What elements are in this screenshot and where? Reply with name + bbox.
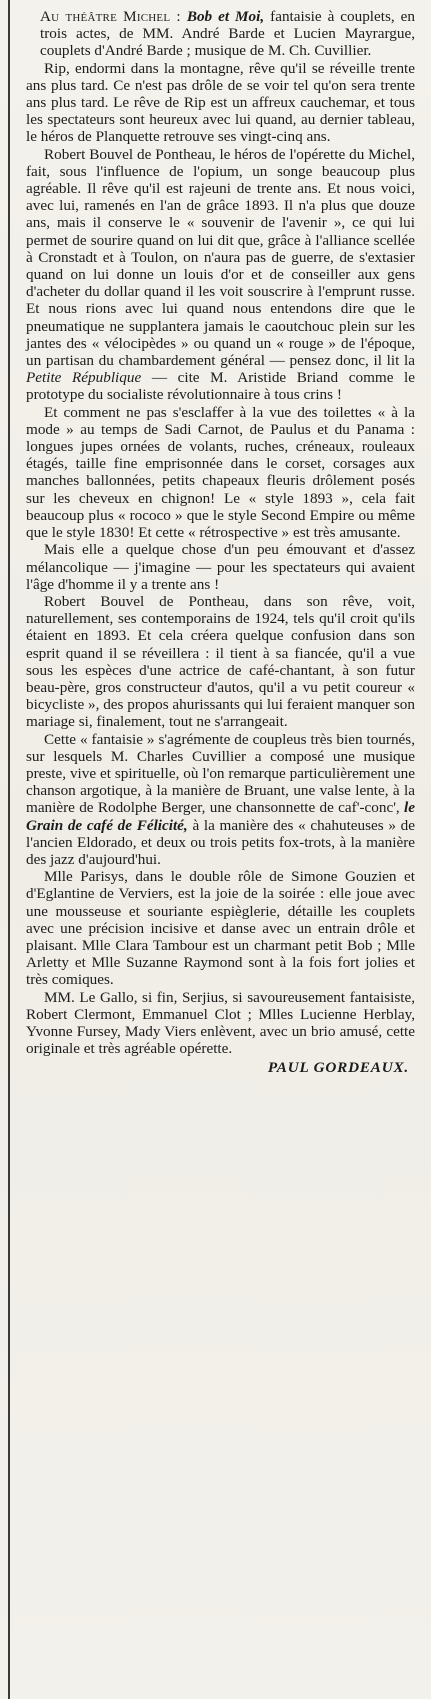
paragraph-music-text-b: à la manière des « chahuteuses » de l'ancien Eldorado, et deux ou trois petits fox-trots, à la manière des jazz d'aujourd'hui. xyxy=(26,816,416,868)
paragraph-contemporaries: Robert Bouvel de Pontheau, dans son rêve, voit, naturellement, ses contemporains de 1924, tels qu'il croit qu'ils étaient en 1893. Et cela créera quelque confusion dans son esprit quand il se réveillera : il tient à sa fiancée, qu'il a vue sous les espèces d'une actrice de café-chantant, à son futur beau-père, gros constructeur d'autos, qu'il a vu petit coureur « bicycliste », des propos ahurissants qui lui feraient manquer son mariage si, finalement, tout ne s'arrangeait. xyxy=(26,592,415,731)
paragraph-plot-text-a: Robert Bouvel de Pontheau, le héros de l'opérette du Michel, fait, sous l'influence de l'opium, un songe beaucoup plus agréable. Il rêve qu'il est rajeuni de trente ans. Et nous voici, avec lui, ramenés en l'an de grâce 1893. Il n'a plus que douze ans, mais il conserve le « souvenir de l'avenir », ce qui lui permet de sourire quand on lui dit que, grâce à l'alliance scellée à Cronstadt et à Toulon, on n'aura pas de guerre, de s'extasier quand on lui donne un louis d'or et de conseiller aux gens d'acheter du dollar quand il les voit souscrire à l'emprunt russe. Et nous rions avec lui quand nous entendons dire que le pneumatique ne supplantera jamais le caoutchouc plein sur les jantes des « vélocipèdes » ou quand un « rouge » de l'époque, un partisan du chambardement général — pensez donc, il lit la xyxy=(26,145,415,370)
column-rule xyxy=(8,0,10,1699)
paragraph-melancholy: Mais elle a quelque chose d'un peu émouvant et d'assez mélancolique — j'imagine — pour les spectateurs qui avaient l'âge d'homme il y a trente ans ! xyxy=(26,541,415,593)
show-title: Bob et Moi, xyxy=(186,8,265,25)
intro-credits: fantaisie à couplets, en trois actes, de MM. André Barde et Lucien Mayrargue, couplets d'André Barde ; musique de M. Ch. Cuvillier. xyxy=(40,8,416,60)
song-title: le Grain de café de Félicité, xyxy=(26,799,416,834)
theatre-review xyxy=(26,8,415,1077)
paragraph-rip: Rip, endormi dans la montagne, rêve qu'il se réveille trente ans plus tard. Ce n'est pas drôle de se voir tel qu'on sera trente ans plus tard. Le rêve de Rip est un affreux cauchemar, et tous les spectateurs sont heureux avec lui quand, au dernier tableau, le héros de Planquette retrouve ses vingt-cinq ans. xyxy=(26,59,415,146)
theatre-venue: Au théâtre Michel : xyxy=(40,8,181,25)
review-intro xyxy=(26,8,415,60)
paragraph-fashion: Et comment ne pas s'esclaffer à la vue des toilettes « à la mode » au temps de Sadi Carnot, de Paulus et du Panama : longues jupes ornées de volants, ruches, créneaux, rouleaux étagés, taille fine emprisonnée dans le corset, corsages aux manches ballonnées, petits chapeaux fleuris drôlement posés sur les cheveux en chignon! Le « style 1893 », cela fait beaucoup plus « rococo » que le style Second Empire ou même que le style 1830! Et cette « rétrospective » est très amusante. xyxy=(26,403,415,542)
paragraph-plot xyxy=(26,146,415,404)
author-signature: PAUL GORDEAUX. xyxy=(267,1059,409,1077)
paragraph-music-text-a: Cette « fantaisie » s'agrémente de coupleus très bien tournés, sur lesquels M. Charles Cuvillier a composé une musique preste, vive et spirituelle, où l'on remarque particulièrement une chanson argotique, à la manière de Bruant, une valse lente, à la manière de Rodolphe Berger, une chansonnette de caf'-conc', xyxy=(26,730,415,817)
paragraph-music xyxy=(26,731,415,869)
paragraph-plot-text-b: — cite M. Aristide Briand comme le prototype du socialiste révolutionnaire à tous crins ! xyxy=(26,369,416,404)
newspaper-title: Petite République xyxy=(26,369,142,387)
paragraph-cast-actresses: Mlle Parisys, dans le double rôle de Simone Gouzien et d'Eglantine de Verviers, est la joie de la soirée : elle joue avec une mousseuse et souriante espièglerie, détaille les couplets avec une précision incisive et danse avec un entrain drôle et plaisant. Mlle Clara Tambour est un charmant petit Bob ; Mlle Arletty et Mlle Suzanne Raymond sont à la fois fort jolies et très comiques. xyxy=(26,868,415,989)
paragraph-cast-others: MM. Le Gallo, si fin, Serjius, si savoureusement fantaisiste, Robert Clermont, Emmanuel Clot ; Mlles Lucienne Herblay, Yvonne Fursey, Mady Viers enlèvent, avec un brio amusé, cette originale et très agréable opérette. xyxy=(26,988,415,1058)
